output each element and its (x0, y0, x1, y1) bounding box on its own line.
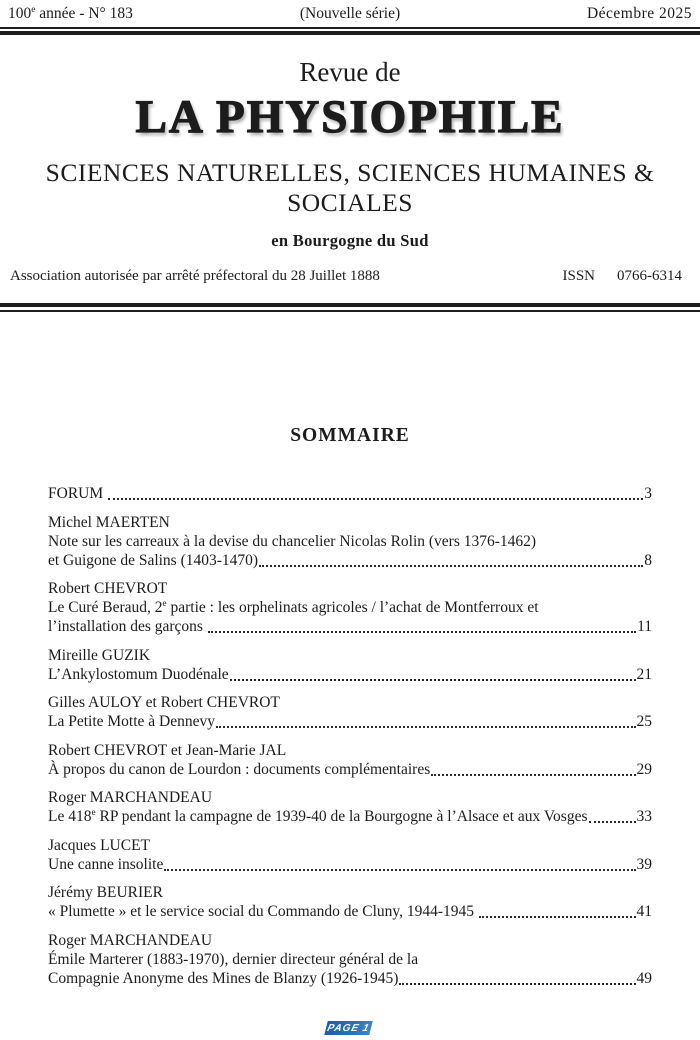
toc-page: 21 (636, 665, 652, 683)
toc-page: 25 (636, 713, 652, 730)
table-of-contents (48, 484, 652, 988)
journal-title: LA PHYSIOPHILE (135, 91, 565, 143)
bottom-double-rule (0, 303, 700, 312)
toc-author: Roger MARCHANDEAU (48, 789, 213, 806)
toc-title: « Plumette » et le service social du Commando de Cluny, 1944-1945 (48, 903, 478, 920)
dot-leader (108, 498, 643, 500)
dot-leader (259, 565, 643, 567)
toc-page: 49 (636, 969, 652, 987)
toc-line: Note sur les carreaux à la devise du chancelier Nicolas Rolin (vers 1376-1462) (48, 532, 537, 550)
toc-entry-lucet (48, 836, 652, 874)
toc-author: Gilles AULOY et Robert CHEVROT (48, 694, 280, 711)
top-double-rule (0, 27, 700, 35)
dot-leader (216, 726, 635, 728)
toc-author: Jacques LUCET (48, 836, 151, 854)
toc-heading: SOMMAIRE (290, 425, 410, 446)
toc-entry-chevrot-beraud (48, 579, 652, 636)
toc-entry-auloy-chevrot (48, 693, 652, 731)
dot-leader (164, 869, 635, 871)
dot-leader (230, 679, 636, 681)
toc-page: 11 (637, 618, 652, 635)
toc-entry-marchandeau-rp (48, 788, 652, 826)
toc-title: Le 418e RP pendant la campagne de 1939-40 de la Bourgogne à l’Alsace et aux Vosges (48, 807, 588, 825)
issue-number: 100e année - N° 183 (8, 4, 133, 22)
journal-region: en Bourgogne du Sud (271, 231, 429, 250)
toc-title: À propos du canon de Lourdon : documents complémentaires (48, 760, 431, 778)
toc-title: l’installation des garçons (48, 618, 207, 635)
toc-page: 29 (636, 760, 652, 778)
toc-author: Jérémy BEURIER (48, 884, 163, 901)
dot-leader (208, 631, 636, 633)
toc-author: Robert CHEVROT et Jean-Marie JAL (48, 741, 287, 759)
toc-title: L’Ankylostomum Duodénale (48, 665, 229, 683)
dot-leader (431, 774, 635, 776)
masthead (0, 0, 700, 23)
toc-line: Émile Marterer (1883-1970), dernier directeur général de la (48, 950, 419, 968)
toc-line: Le Curé Beraud, 2e partie : les orphelinats agricoles / l’achat de Montferroux et (48, 598, 539, 616)
toc-page: 39 (636, 855, 652, 873)
toc-title: Une canne insolite (48, 855, 164, 873)
series-label: (Nouvelle série) (299, 5, 401, 22)
toc-page: 3 (644, 485, 652, 502)
toc-entry-marchandeau-marterer (48, 931, 652, 988)
dot-leader (479, 916, 636, 918)
toc-entry-beurier (48, 883, 652, 921)
toc-author: Robert CHEVROT (48, 580, 168, 597)
journal-pretitle: Revue de (299, 57, 401, 87)
issn (562, 268, 682, 285)
issn-label: ISSN (562, 268, 595, 284)
dot-leader (399, 983, 635, 985)
toc-title: Compagnie Anonyme des Mines de Blanzy (1926-1945) (48, 969, 399, 987)
toc-title: FORUM (48, 485, 108, 502)
association-row (0, 268, 700, 285)
toc-author: Michel MAERTEN (48, 513, 170, 531)
page-number-badge: PAGE 1 (326, 1022, 371, 1034)
issn-value: 0766-6314 (617, 268, 682, 284)
toc-title: La Petite Motte à Dennevy (48, 713, 216, 730)
journal-subtitle: SCIENCES NATURELLES, SCIENCES HUMAINES & SOCIALES (45, 158, 655, 217)
dot-leader (589, 821, 636, 823)
toc-entry-forum (48, 484, 652, 503)
toc-page: 8 (644, 551, 652, 569)
issue-date: Décembre 2025 (586, 5, 692, 22)
toc-page: 41 (636, 903, 652, 920)
association-note: Association autorisée par arrêté préfectoral du 28 Juillet 1888 (10, 268, 380, 284)
toc-entry-guzik (48, 646, 652, 684)
toc-author: Mireille GUZIK (48, 646, 151, 664)
toc-title: et Guigone de Salins (1403-1470) (48, 551, 259, 569)
toc-entry-maerten (48, 513, 652, 570)
toc-author: Roger MARCHANDEAU (48, 931, 213, 949)
toc-entry-chevrot-jal (48, 741, 652, 779)
toc-page: 33 (636, 808, 652, 825)
